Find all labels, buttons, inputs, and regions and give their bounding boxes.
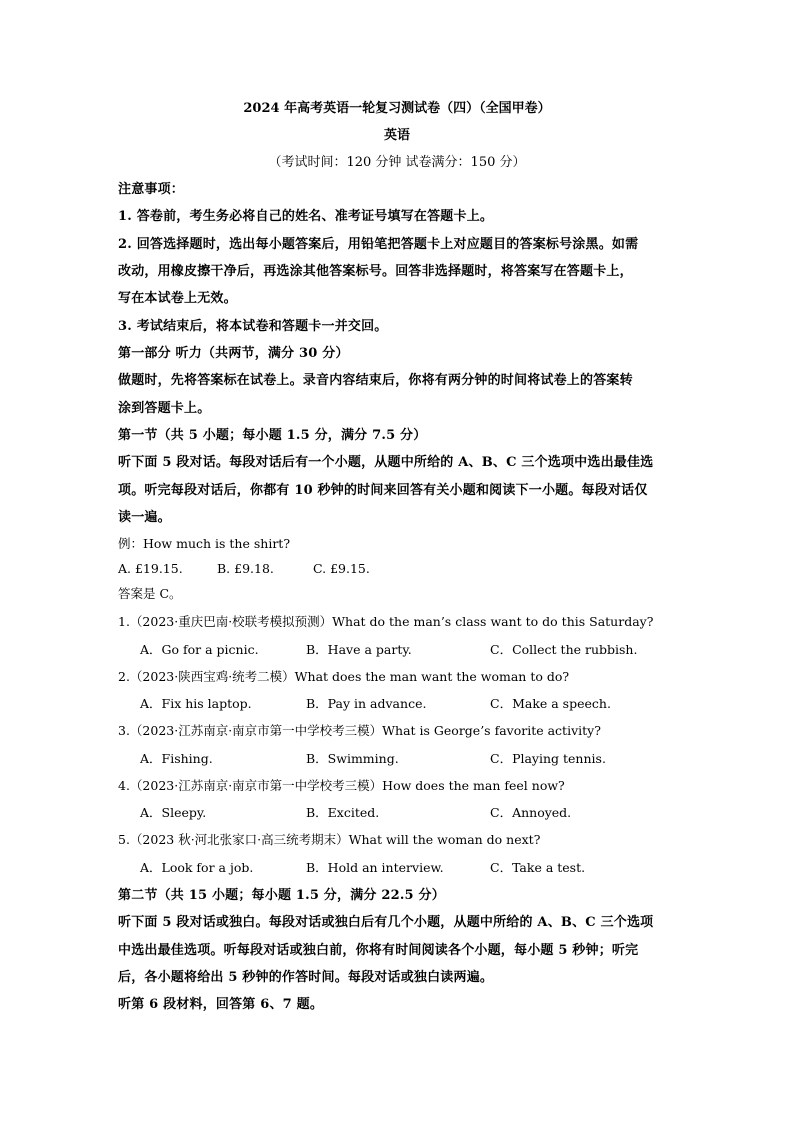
section1-instruction: 读一遍。 <box>118 510 171 525</box>
exam-title: 2024 年高考英语一轮复习测试卷（四）（全国甲卷） <box>243 101 551 116</box>
question-1-option-b: B．Have a party. <box>306 642 412 657</box>
example-answer: 答案是 C。 <box>118 586 182 601</box>
question-1: 1.（2023·重庆巴南·校联考模拟预测）What do the man’s class want to do this Saturday? <box>118 614 654 629</box>
section2-instruction: 听下面 5 段对话或独白。每段对话或独白后有几个小题，从题中所给的 A、B、C 三个选项 <box>118 915 654 930</box>
question-2-option-a: A．Fix his laptop. <box>140 696 252 711</box>
question-1-option-c: C．Collect the rubbish. <box>490 642 638 657</box>
question-1-option-a: A．Go for a picnic. <box>140 642 259 657</box>
notes-heading: 注意事项： <box>118 182 185 197</box>
part1-heading: 第一部分 听力（共两节，满分 30 分） <box>118 346 349 361</box>
section2-instruction: 后，各小题将给出 5 秒钟的作答时间。每段对话或独白读两遍。 <box>118 970 494 985</box>
section2-instruction: 中选出最佳选项。听每段对话或独白前，你将有时间阅读各个小题，每小题 5 秒钟；听完 <box>118 943 639 958</box>
question-2-option-b: B．Pay in advance. <box>306 696 427 711</box>
question-5-option-c: C．Take a test. <box>490 860 586 875</box>
question-3-option-b: B．Swimming. <box>306 751 399 766</box>
section1-instruction: 项。听完每段对话后，你都有 10 秒钟的时间来回答有关小题和阅读下一小题。每段对话仅 <box>118 483 648 498</box>
note-item: 改动，用橡皮擦干净后，再选涂其他答案标号。回答非选择题时，将答案写在答题卡上， <box>118 264 633 279</box>
part1-instruction: 涂到答题卡上。 <box>118 401 211 416</box>
section2-heading: 第二节（共 15 小题；每小题 1.5 分，满分 22.5 分） <box>118 888 445 903</box>
note-item: 3. 考试结束后，将本试卷和答题卡一并交回。 <box>118 319 388 334</box>
note-item: 2. 回答选择题时，选出每小题答案后，用铅笔把答题卡上对应题目的答案标号涂黑。如需 <box>118 237 639 252</box>
question-3-option-a: A．Fishing. <box>140 751 213 766</box>
subject-label: 英语 <box>383 128 410 143</box>
question-2: 2.（2023·陕西宝鸡·统考二模）What does the man want the woman to do? <box>118 669 570 684</box>
question-3-option-c: C．Playing tennis. <box>490 751 606 766</box>
question-5-option-b: B．Hold an interview. <box>306 860 444 875</box>
note-item: 1. 答卷前，考生务必将自己的姓名、准考证号填写在答题卡上。 <box>118 209 494 224</box>
question-5-option-a: A．Look for a job. <box>140 860 254 875</box>
example-option-c: C. £9.15. <box>313 561 370 576</box>
question-4-option-a: A．Sleepy. <box>140 805 207 820</box>
question-5: 5.（2023 秋·河北张家口·高三统考期末）What will the woman do next? <box>118 832 541 847</box>
example-option-b: B. £9.18. <box>217 561 274 576</box>
section2-material: 听第 6 段材料，回答第 6、7 题。 <box>118 997 324 1012</box>
section1-instruction: 听下面 5 段对话。每段对话后有一个小题，从题中所给的 A、B、C 三个选项中选出最佳选 <box>118 455 654 470</box>
exam-meta: （考试时间：120 分钟 试卷满分：150 分） <box>268 155 526 170</box>
question-4-option-c: C．Annoyed. <box>490 805 572 820</box>
part1-instruction: 做题时，先将答案标在试卷上。录音内容结束后，你将有两分钟的时间将试卷上的答案转 <box>118 373 633 388</box>
example-option-a: A. £19.15. <box>118 561 183 576</box>
question-2-option-c: C．Make a speech. <box>490 696 611 711</box>
section1-heading: 第一节（共 5 小题；每小题 1.5 分，满分 7.5 分） <box>118 428 427 443</box>
question-4: 4.（2023·江苏南京·南京市第一中学校考三模）How does the man feel now? <box>118 778 565 793</box>
note-item: 写在本试卷上无效。 <box>118 291 237 306</box>
question-4-option-b: B．Excited. <box>306 805 380 820</box>
question-3: 3.（2023·江苏南京·南京市第一中学校考三模）What is George’s favorite activity? <box>118 723 601 738</box>
example-question: 例：How much is the shirt? <box>118 536 291 551</box>
